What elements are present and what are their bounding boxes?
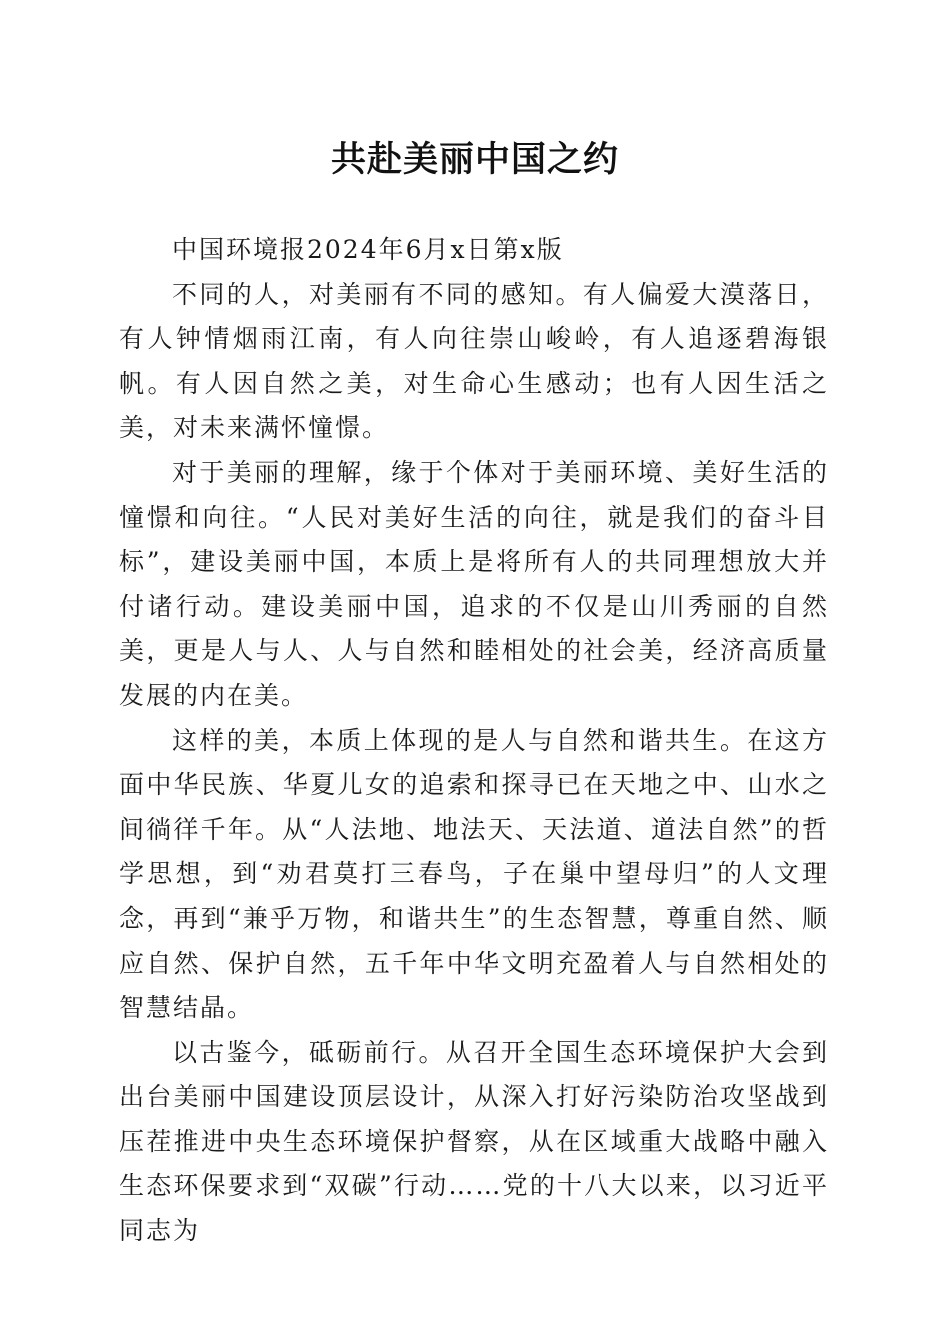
article-title: 共赴美丽中国之约 bbox=[330, 139, 619, 180]
source-line: 中国环境报2024年6月x日第x版 bbox=[172, 235, 564, 264]
article-body bbox=[119, 228, 829, 1254]
paragraph-3: 这样的美，本质上体现的是人与自然和谐共生。在这方面中华民族、华夏儿女的追索和探寻已在天地之中、山水之间徜徉千年。从“人法地、地法天、天法道、道法自然”的哲学思想，到“劝君莫打三春鸟，子在巢中望母归”的人文理念，再到“兼乎万物，和谐共生”的生态智慧，尊重自然、顺应自然、保护自然，五千年中华文明充盈着人与自然相处的智慧结晶。 bbox=[119, 725, 829, 1023]
paragraph-2: 对于美丽的理解，缘于个体对于美丽环境、美好生活的憧憬和向往。“人民对美好生活的向往，就是我们的奋斗目标”，建设美丽中国，本质上是将所有人的共同理想放大并付诸行动。建设美丽中国，追求的不仅是山川秀丽的自然美，更是人与人、人与自然和睦相处的社会美，经济高质量发展的内在美。 bbox=[119, 457, 829, 710]
paragraph-4: 以古鉴今，砥砺前行。从召开全国生态环境保护大会到出台美丽中国建设顶层设计，从深入打好污染防治攻坚战到压茬推进中央生态环境保护督察，从在区域重大战略中融入生态环保要求到“双碳”行动……党的十八大以来，以习近平同志为 bbox=[119, 1037, 829, 1246]
paragraph-1: 不同的人，对美丽有不同的感知。有人偏爱大漠落日，有人钟情烟雨江南，有人向往崇山峻岭，有人追逐碧海银帆。有人因自然之美，对生命心生感动；也有人因生活之美，对未来满怀憧憬。 bbox=[119, 279, 829, 443]
